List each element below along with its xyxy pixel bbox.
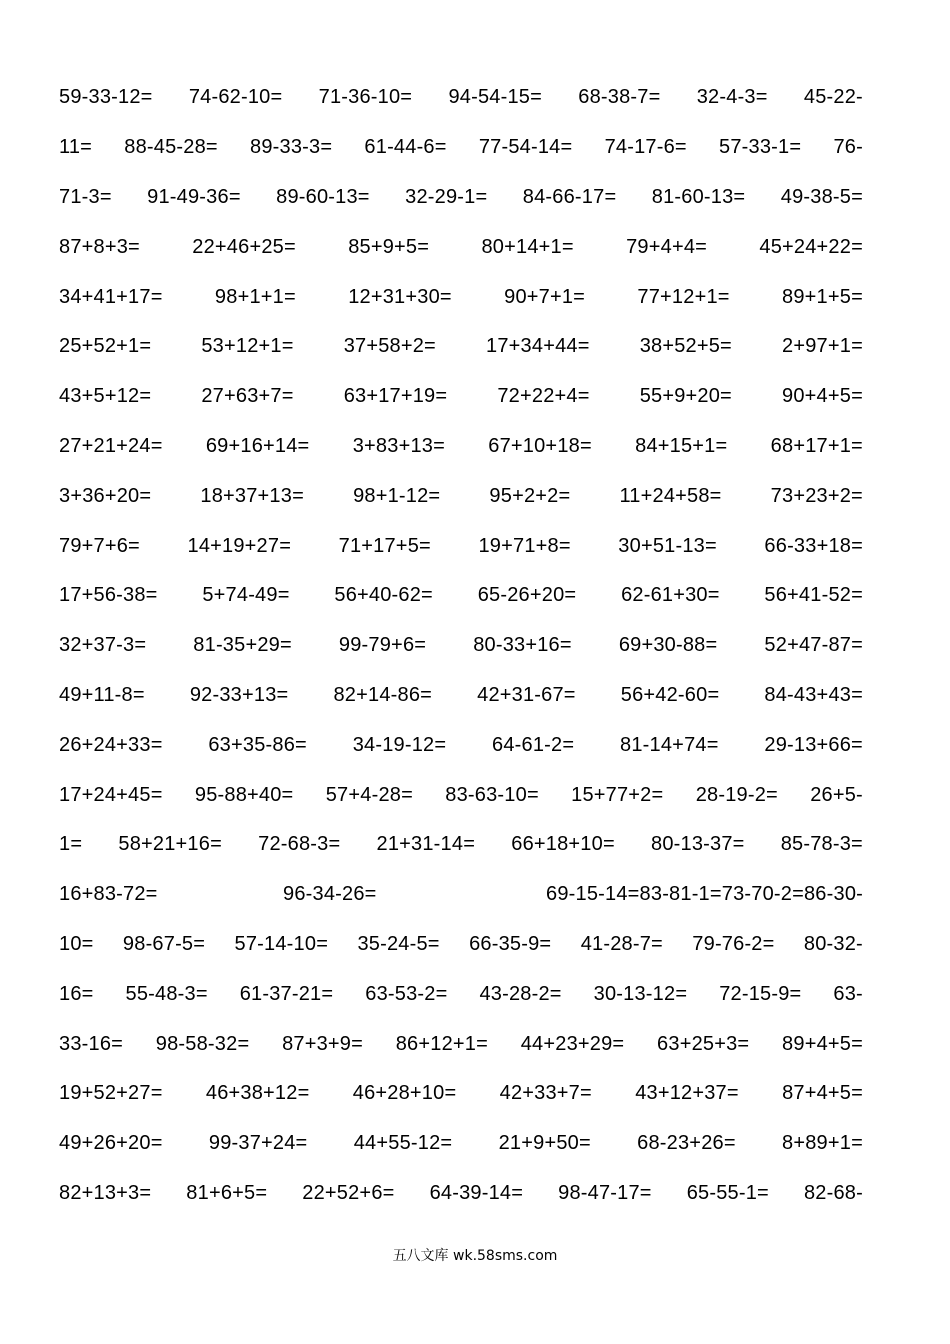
problem-item: 84-43+43= bbox=[764, 683, 863, 706]
problem-item: 98+1-12= bbox=[353, 484, 441, 507]
problem-item: 66+18+10= bbox=[511, 833, 615, 856]
problem-row bbox=[59, 720, 863, 770]
problem-item: 83-63-10= bbox=[445, 783, 539, 806]
problem-item: 45-22- bbox=[803, 86, 863, 109]
problem-item: 46+38+12= bbox=[205, 1082, 310, 1105]
footer-watermark: 五八文库 wk.58sms.com bbox=[392, 1248, 558, 1264]
problem-item: 42+33+7= bbox=[499, 1082, 592, 1105]
problem-item: 3+83+13= bbox=[352, 434, 445, 457]
problem-item: 34+41+17= bbox=[59, 285, 163, 308]
problem-item: 68-23+26= bbox=[637, 1132, 736, 1155]
problem-row bbox=[59, 571, 863, 621]
problem-item: 49+11-8= bbox=[59, 683, 145, 706]
problem-item: 98-47-17= bbox=[558, 1181, 652, 1204]
problem-item: 81+6+5= bbox=[186, 1181, 268, 1204]
problem-item: 98-67-5= bbox=[122, 932, 206, 955]
problem-item: 80-33+16= bbox=[473, 634, 572, 657]
problem-row bbox=[59, 73, 863, 123]
problem-item: 43+5+12= bbox=[59, 385, 152, 408]
problem-row bbox=[59, 471, 863, 521]
problem-item: 80-13-37= bbox=[651, 833, 745, 856]
problem-item: 80-32- bbox=[803, 932, 863, 955]
problem-item: 82+14-86= bbox=[333, 683, 433, 706]
problem-item: 32-4-3= bbox=[696, 86, 768, 109]
problem-item: 66-33+18= bbox=[764, 534, 863, 557]
problem-row bbox=[59, 1119, 863, 1169]
problem-item: 74-17-6= bbox=[604, 136, 687, 159]
problem-item: 83-81-1= bbox=[639, 883, 722, 906]
problem-item: 21+31-14= bbox=[376, 833, 476, 856]
problem-item: 35-24-5= bbox=[357, 932, 440, 955]
problem-item: 57-14-10= bbox=[234, 932, 329, 955]
problem-item: 74-62-10= bbox=[188, 86, 283, 109]
problem-item: 58+21+16= bbox=[118, 833, 222, 856]
problem-row bbox=[59, 521, 863, 571]
problem-item: 63+35-86= bbox=[208, 733, 307, 756]
problem-item: 44+23+29= bbox=[520, 1032, 625, 1055]
problem-item: 87+3+9= bbox=[282, 1032, 363, 1055]
problem-item: 17+56-38= bbox=[59, 584, 158, 607]
problem-row bbox=[59, 621, 863, 671]
problem-item: 72-15-9= bbox=[719, 982, 802, 1005]
problem-item: 52+47-87= bbox=[764, 634, 863, 657]
problem-item: 2+97+1= bbox=[782, 335, 863, 358]
problem-item: 71+17+5= bbox=[338, 534, 431, 557]
problem-item: 43-28-2= bbox=[479, 982, 562, 1005]
problem-item: 71-3= bbox=[59, 185, 112, 208]
problem-item: 89-33-3= bbox=[250, 136, 333, 159]
problem-item: 63- bbox=[833, 982, 863, 1005]
problem-list bbox=[59, 73, 863, 1218]
problem-item: 69-15-14= bbox=[546, 883, 640, 906]
problem-item: 19+52+27= bbox=[59, 1082, 163, 1105]
problem-item: 61-44-6= bbox=[364, 136, 447, 159]
problem-item: 46+28+10= bbox=[352, 1082, 457, 1105]
problem-item: 81-14+74= bbox=[620, 733, 719, 756]
problem-row bbox=[59, 1019, 863, 1069]
problem-item: 3+36+20= bbox=[59, 484, 152, 507]
problem-item: 95-88+40= bbox=[194, 783, 294, 806]
problem-item: 94-54-15= bbox=[448, 86, 542, 109]
problem-item: 34-19-12= bbox=[352, 733, 447, 756]
problem-item: 77-54-14= bbox=[478, 136, 573, 159]
problem-item: 86-30- bbox=[803, 883, 863, 906]
problem-item: 15+77+2= bbox=[571, 783, 664, 806]
problem-row bbox=[59, 272, 863, 322]
problem-item: 27+63+7= bbox=[201, 385, 294, 408]
problem-item: 30-13-12= bbox=[593, 982, 688, 1005]
problem-item: 96-34-26= bbox=[283, 883, 377, 906]
problem-item: 29-13+66= bbox=[764, 733, 863, 756]
problem-item: 81-35+29= bbox=[193, 634, 292, 657]
problem-item: 33-16= bbox=[59, 1032, 124, 1055]
problem-item: 89-60-13= bbox=[276, 185, 370, 208]
problem-item: 56+40-62= bbox=[334, 584, 433, 607]
problem-item: 37+58+2= bbox=[343, 335, 436, 358]
problem-item: 67+10+18= bbox=[488, 434, 592, 457]
problem-item: 27+21+24= bbox=[59, 434, 163, 457]
problem-item: 82-68- bbox=[803, 1181, 863, 1204]
problem-item: 56+41-52= bbox=[764, 584, 863, 607]
problem-item: 21+9+50= bbox=[498, 1132, 591, 1155]
problem-row bbox=[59, 870, 863, 920]
problem-item: 66-35-9= bbox=[469, 932, 552, 955]
problem-item: 57+4-28= bbox=[325, 783, 413, 806]
problem-item: 53+12+1= bbox=[201, 335, 294, 358]
problem-item: 11+24+58= bbox=[619, 484, 722, 507]
problem-item: 56+42-60= bbox=[620, 683, 720, 706]
problem-item: 10= bbox=[59, 932, 94, 955]
problem-row bbox=[59, 820, 863, 870]
problem-item: 12+31+30= bbox=[348, 285, 452, 308]
problem-item: 45+24+22= bbox=[759, 235, 863, 258]
problem-item: 76- bbox=[833, 136, 863, 159]
problem-item: 82+13+3= bbox=[59, 1181, 152, 1204]
problem-item: 8+89+1= bbox=[782, 1132, 863, 1155]
problem-item: 99-79+6= bbox=[338, 634, 427, 657]
problem-item: 80+14+1= bbox=[481, 235, 574, 258]
problem-item: 65-55-1= bbox=[686, 1181, 769, 1204]
problem-item: 25+52+1= bbox=[59, 335, 152, 358]
problem-item: 64-61-2= bbox=[492, 733, 575, 756]
problem-item: 55-48-3= bbox=[125, 982, 208, 1005]
problem-item: 68-38-7= bbox=[578, 86, 661, 109]
problem-item: 11= bbox=[59, 136, 93, 159]
problem-item: 84+15+1= bbox=[635, 434, 728, 457]
problem-item: 64-39-14= bbox=[429, 1181, 524, 1204]
problem-row-rest bbox=[283, 883, 863, 906]
problem-item: 87+4+5= bbox=[782, 1082, 863, 1105]
problem-item: 81-60-13= bbox=[651, 185, 746, 208]
problem-item: 65-26+20= bbox=[477, 584, 577, 607]
problem-item: 73-70-2= bbox=[721, 883, 804, 906]
problem-item: 41-28-7= bbox=[580, 932, 663, 955]
problem-item: 43+12+37= bbox=[635, 1082, 739, 1105]
problem-item: 85+9+5= bbox=[348, 235, 430, 258]
problem-item: 87+8+3= bbox=[59, 235, 140, 258]
problem-item: 57-33-1= bbox=[719, 136, 802, 159]
problem-item: 26+24+33= bbox=[59, 733, 163, 756]
problem-item: 79+7+6= bbox=[59, 534, 140, 557]
problem-item: 73+23+2= bbox=[770, 484, 863, 507]
problem-item: 71-36-10= bbox=[318, 86, 413, 109]
problem-item: 88-45-28= bbox=[124, 136, 218, 159]
problem-item: 49+26+20= bbox=[59, 1132, 163, 1155]
problem-item: 69+30-88= bbox=[618, 634, 718, 657]
problem-item: 59-33-12= bbox=[59, 86, 153, 109]
problem-item: 26+5- bbox=[810, 783, 863, 806]
problem-item: 14+19+27= bbox=[187, 534, 292, 557]
problem-item: 63+17+19= bbox=[343, 385, 448, 408]
problem-row bbox=[59, 1069, 863, 1119]
problem-item: 89+1+5= bbox=[782, 285, 863, 308]
problem-item: 79-76-2= bbox=[692, 932, 775, 955]
problem-item: 79+4+4= bbox=[626, 235, 708, 258]
problem-item: 90+4+5= bbox=[782, 385, 863, 408]
problem-item: 17+34+44= bbox=[486, 335, 590, 358]
problem-item: 38+52+5= bbox=[639, 335, 732, 358]
problem-item: 72-68-3= bbox=[258, 833, 341, 856]
problem-row bbox=[59, 671, 863, 721]
problem-row bbox=[59, 222, 863, 272]
problem-row bbox=[59, 969, 863, 1019]
problem-item: 98+1+1= bbox=[214, 285, 296, 308]
problem-item: 69+16+14= bbox=[205, 434, 310, 457]
problem-item: 55+9+20= bbox=[639, 385, 732, 408]
problem-item: 28-19-2= bbox=[695, 783, 778, 806]
problem-item: 89+4+5= bbox=[782, 1032, 863, 1055]
problem-item: 98-58-32= bbox=[155, 1032, 250, 1055]
problem-item: 72+22+4= bbox=[497, 385, 590, 408]
problem-item: 22+46+25= bbox=[192, 235, 296, 258]
problem-row bbox=[59, 422, 863, 472]
problem-item: 16+83-72= bbox=[59, 883, 158, 906]
problem-item: 63+25+3= bbox=[657, 1032, 750, 1055]
problem-item: 68+17+1= bbox=[770, 434, 863, 457]
problem-row bbox=[59, 173, 863, 223]
problem-item: 49-38-5= bbox=[780, 185, 863, 208]
problem-item: 63-53-2= bbox=[365, 982, 448, 1005]
problem-row bbox=[59, 123, 863, 173]
problem-row bbox=[59, 920, 863, 970]
problem-item: 19+71+8= bbox=[478, 534, 571, 557]
problem-item: 30+51-13= bbox=[618, 534, 717, 557]
problem-item: 32+37-3= bbox=[59, 634, 147, 657]
problem-row bbox=[59, 770, 863, 820]
problem-item: 5+74-49= bbox=[202, 584, 290, 607]
problem-item: 84-66-17= bbox=[522, 185, 617, 208]
problem-item: 42+31-67= bbox=[477, 683, 576, 706]
problem-item: 32-29-1= bbox=[405, 185, 488, 208]
problem-item: 17+24+45= bbox=[59, 783, 163, 806]
problem-item: 86+12+1= bbox=[395, 1032, 488, 1055]
problem-item: 61-37-21= bbox=[239, 982, 334, 1005]
problem-row bbox=[59, 322, 863, 372]
problem-item: 95+2+2= bbox=[489, 484, 571, 507]
problem-row bbox=[59, 1169, 863, 1219]
problem-item: 16= bbox=[59, 982, 94, 1005]
problem-item: 85-78-3= bbox=[780, 833, 863, 856]
problem-item: 44+55-12= bbox=[353, 1132, 453, 1155]
problem-item: 90+7+1= bbox=[504, 285, 586, 308]
problem-item: 62-61+30= bbox=[621, 584, 720, 607]
problem-item: 99-37+24= bbox=[208, 1132, 308, 1155]
problem-row bbox=[59, 372, 863, 422]
problem-item: 77+12+1= bbox=[637, 285, 730, 308]
problem-item: 92-33+13= bbox=[189, 683, 289, 706]
problem-item: 91-49-36= bbox=[147, 185, 241, 208]
problem-item: 18+37+13= bbox=[200, 484, 304, 507]
problem-item: 1= bbox=[59, 833, 83, 856]
problem-item: 22+52+6= bbox=[302, 1181, 395, 1204]
